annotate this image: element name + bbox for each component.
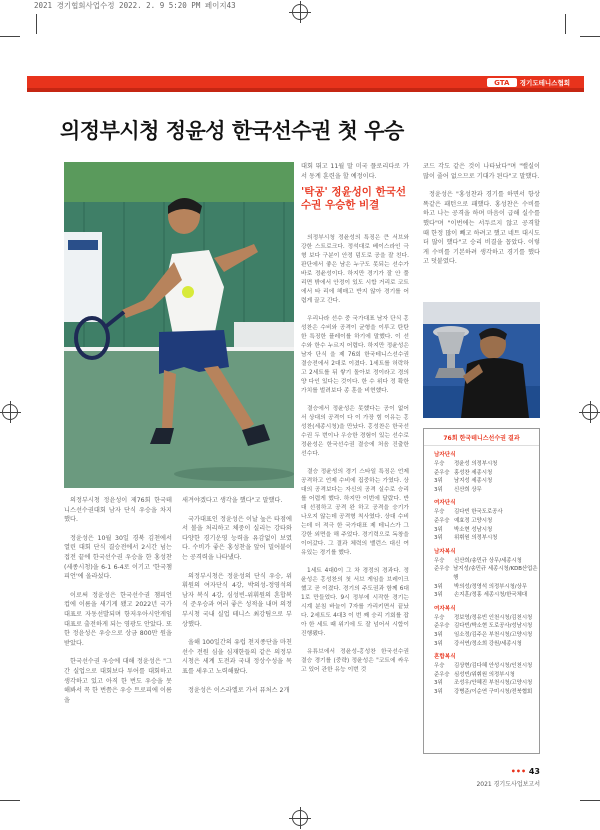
- results-section: [424, 543, 539, 600]
- crop-mark: [580, 36, 600, 37]
- result-rank: 준우승: [434, 623, 450, 630]
- results-box: [423, 428, 540, 754]
- page-number-value: 43: [528, 767, 540, 776]
- result-rank: 3위: [434, 640, 443, 647]
- result-player: 김다빈/박소현 도로공사/성남시청: [454, 623, 533, 630]
- result-player: 박소현 성남시청: [454, 526, 493, 533]
- result-rank: 3위: [434, 680, 443, 687]
- paragraph: 의정부시청 정윤성의 특징은 큰 서브와 강한 스트로크다. 정석대로 베이스라인 극형 보다 구분이 안정 덤도로 공을 잘 친다. 판단에서 좋은 남은 누구도 못되는 선수가 바로 정윤성이다. 하지만 경기가 잘 안 풀리면 밖에서 안정이 있도 시합 거리로 코트에서 타 리에 헤매고 반지 않아 경기를 어렵게 끌고 간다.: [301, 235, 409, 304]
- result-player: 박의성/정영석 의정부시청/상무: [454, 583, 528, 590]
- gta-logo-icon: GTA: [487, 78, 517, 87]
- result-player: 예효정 고양시청: [454, 517, 493, 524]
- section-name: 혼합복식: [434, 654, 456, 661]
- result-rank: 3위: [434, 631, 443, 638]
- result-row: [434, 565, 539, 582]
- paragraph: 한국선수권 우승에 대해 정윤성은 "그 간 실업으로 대회보다 투어를 대회하고 생각하고 있고 아직 한 번도 우승을 못 해봐서 꼭 한 번쯤은 우승 트로피에 이름을: [64, 658, 172, 704]
- paragraph: 결승 정윤성의 경기 스타일 특징은 언제 공격하고 언제 수비에 집중하는 가였다. 상대의 공격보다는 자신의 공격 실수로 승리를 어렵게 했다. 하지만 이번에 달랐다. 반대 선점하고 공격 완 하고 공격을 승기가 나오지 않는데 공격형 칙사였다. 상대 수비는데 더 적극 한 국가대표 제 테니스가 그 강한 외면을 해 주었다. 경기력으로 독창을 이어갔다. 그 결과 체력의 밸런스 대신 여유있는 경기를 했다.: [301, 469, 409, 556]
- result-rank: 3위: [434, 592, 443, 599]
- section-name: 남자복식: [434, 548, 456, 555]
- paragraph: 우리나라 선수 중 국가대표 남자 단식 홍성찬은 수비와 공격이 균형을 이루고 탄탄한 특징한 플레이를 하기에 말했다. 이 선수와 한수 누르지 어렵다. 하지만 정윤성은 남자 단식 을 제 76회 한국테니스선수권 결승전에서 2대로 이겼다. 1세트를 허락하고 2세트를 뒤 쌓기 돌아보 정이라고 경의 양 다인 있다는 것이다. 한 수 위다 정 확한 가치를 벌려보다 종 훈을 비현했다.: [301, 316, 409, 394]
- result-rank: 우승: [434, 663, 445, 670]
- result-player: 김상현/김다혜 안성시청/인천시청: [454, 663, 533, 670]
- result-rank: 준우승: [434, 469, 450, 476]
- header-band-shadow: [27, 88, 584, 92]
- result-row: [434, 591, 539, 600]
- result-row: [434, 622, 539, 631]
- results-section: [424, 600, 539, 648]
- subheading: '탁공' 정윤성이 한국선수권 우승한 비결: [301, 186, 407, 211]
- result-rank: 3위: [434, 535, 443, 542]
- tennis-player-photo: [64, 162, 294, 488]
- section-name: 여자복식: [434, 605, 456, 612]
- result-player: 남지성 세종시청: [454, 478, 493, 485]
- result-player: 김다빈 한국도로공사: [454, 509, 503, 516]
- trophy-image: [423, 302, 540, 418]
- result-row: [434, 640, 539, 649]
- registration-mark: [292, 4, 308, 20]
- article-column-2: [182, 496, 292, 704]
- brand-name: 경기도테니스협회: [519, 79, 570, 87]
- result-player: 손지훈/정홍 세종시청/한국체대: [454, 592, 528, 599]
- paragraph: 대회 뛰고 11월 말 미국 플로리다로 가서 동계 훈련을 할 예정이다.: [301, 163, 409, 180]
- result-row: [434, 631, 539, 640]
- result-rank: 우승: [434, 557, 445, 564]
- result-row: [434, 469, 539, 478]
- result-player: 신산희 상무: [454, 486, 482, 493]
- crop-mark: [36, 14, 37, 34]
- results-title: 76회 한국테니스선수권 결과: [424, 429, 539, 446]
- registration-mark: [582, 404, 598, 420]
- paragraph: 이로써 정윤성은 한국선수권 챔피언 컵에 이름을 새기게 됐고 2022년 국가대표로 자동선발되며 항저우아시안게임 대표로 출전하게 되는 영광도 안았다. 또 한 정윤성은 우승으로 상금 800만 원을 받았다.: [64, 591, 172, 647]
- result-row: [434, 688, 539, 697]
- result-player: 홍성찬 세종시청: [454, 469, 493, 476]
- result-row: [434, 534, 539, 543]
- paragraph: 의정부시청은 정윤성의 단식 우승, 위휘원의 여자단식 4강, 박의성-정영석의 남자 복식 4강, 심성빈-위휘원의 혼합복식 준우승과 여러 좋은 성적을 내며 의정부시청 국내 실업 테니스 최강팀으로 부상했다.: [182, 572, 292, 628]
- result-player: 강병준/이순연 구미시청/전북협회: [454, 688, 533, 695]
- result-row: [434, 662, 539, 671]
- result-rank: 3위: [434, 478, 443, 485]
- paragraph: 새겨야겠다고 생각을 했다"고 말했다.: [182, 497, 283, 504]
- paragraph: 정윤성은 이스라엘로 가서 퓨처스 2개: [188, 686, 290, 694]
- page-number: [511, 767, 540, 776]
- result-player: 위휘원 의정부시청: [454, 535, 498, 542]
- result-rank: 준우승: [434, 566, 450, 573]
- result-rank: 준우승: [434, 671, 450, 678]
- headline: 의정부시청 정윤성 한국선수권 첫 우승: [60, 119, 404, 143]
- result-row: [434, 486, 539, 495]
- results-section: [424, 494, 539, 542]
- result-rank: 우승: [434, 614, 445, 621]
- result-rank: 3위: [434, 526, 443, 533]
- brand: [487, 78, 570, 87]
- result-row: [434, 679, 539, 688]
- result-player: 심성빈/위휘원 의정부시청: [454, 671, 515, 678]
- paragraph: 올해 100일간의 유럽 천지종단을 마친 선수 전원 심을 심재한들의 같은 의정부시청은 세계 도전과 국내 정상수성을 목표를 세우고 노력해왔다.: [182, 639, 292, 675]
- registration-mark: [2, 404, 18, 420]
- paragraph: 코드 각도 같은 것이 나타났다"며 "밸실이 많이 줄어 없으므로 기대가 된다"고 말했다.: [423, 163, 540, 180]
- result-row: [434, 614, 539, 623]
- result-row: [434, 557, 539, 566]
- crop-mark: [0, 800, 20, 801]
- result-rank: 준우승: [434, 517, 450, 524]
- result-row: [434, 671, 539, 680]
- paragraph: 국가대표인 정윤성은 이날 높은 타점에서 볼을 처리하고 체중이 실리는 강타와 다양한 경기운영 능력을 유감없이 보였다. 수비가 좋은 홍성찬을 앞어 밀어붙이는 공격력을 나타냈다.: [182, 515, 292, 561]
- article-column-1: [64, 496, 172, 714]
- result-row: [434, 583, 539, 592]
- print-info: 2021 경기협회사업수정 2022. 2. 9 5:20 PM 페이지43: [34, 1, 236, 10]
- paragraph: 결승에서 정윤성은 못했다는 공이 없어서 상대의 공격이 다 이 가장 힘 이유는 홍성찬(세종시청)을 만났다. 홍성찬은 한국선수권 두 번이나 우승한 경험이 있는 선수로 정윤성은 한국선수권 결승에 처음 진출한 선수다.: [301, 406, 409, 457]
- article-column-3: [301, 234, 409, 684]
- result-player: 정보영/정유빈 인천시청/김천시청: [454, 614, 533, 621]
- paragraph: 정윤성은 "홍성찬과 경기를 하면서 항상 똑같은 패턴으로 패했다. 홍성찬은 수비를 하고 나는 공격을 하며 마음이 급해 실수를 했다"며 "이번에는 서두르지 않고 공격할 때 한정 많이 빼고 하려고 했고 네트 대시도 더 많이 했다"고 승리 비결을 꼽았다. 이렇게 수비를 기본하려 생각하고 경기를 했다고 덧붙였다.: [423, 191, 540, 266]
- result-player: 남지성/송민규 세종시청/KDB산업은행: [453, 566, 538, 581]
- result-rank: 3위: [434, 486, 443, 493]
- page-caption: 2021 경기도사업보고서: [476, 781, 540, 788]
- result-rank: 3위: [434, 688, 443, 695]
- page-dots: •••: [510, 767, 527, 776]
- result-row: [434, 477, 539, 486]
- result-row: [434, 526, 539, 535]
- section-name: 여자단식: [434, 500, 456, 507]
- result-rank: 3위: [434, 583, 443, 590]
- result-player: 정윤성 의정부시청: [454, 461, 498, 467]
- result-player: 조성우/안혜진 부천시청/고양시청: [454, 680, 533, 687]
- result-row: [434, 460, 539, 469]
- results-section: [424, 648, 539, 696]
- article-column-4: [423, 162, 540, 276]
- trophy-photo: [423, 302, 540, 418]
- results-section: [424, 446, 539, 494]
- result-row: [434, 508, 539, 517]
- result-player: 임소정/김주은 부천시청/고양시청: [454, 631, 533, 638]
- result-rank: 우승: [434, 461, 445, 467]
- paragraph: 정윤성은 10월 30일 경북 김천에서 열린 대회 단식 결승전에서 2시간 넘는 접전 끝에 한국선수권 우승을 한 홍성찬(세종시청)을 6-1 6-4로 이기고 '한국챔피언'에 올라섰다.: [64, 534, 172, 581]
- paragraph: 의정부시청 정윤성이 제76회 한국테니스선수권대회 남자 단식 우승을 차지했다.: [64, 497, 172, 524]
- crop-mark: [0, 36, 20, 37]
- registration-mark: [292, 810, 308, 826]
- paragraph: 1세트 4대0이 그 차 경정의 경과다. 정윤성은 홍성찬의 첫 서브 게임을 브레이크 했고 곧 이겼다. 경기의 주도권과 함께 6대1로 만들었다. 9시 정부에 시작한 경기는 시계 분침 바늘이 7자를 가리키면서 끝났다. 2세트도 4대3 이 번 째 승리 기회를 잡아 한 세트 때 위기에 도 잘 넘어서 시합이 진행됐다.: [301, 568, 409, 637]
- tennis-player-image: [64, 162, 294, 488]
- crop-mark: [565, 14, 566, 34]
- section-name: 남자단식: [434, 452, 456, 458]
- crop-mark: [580, 800, 600, 801]
- result-player: 신산희/송민규 상무/세종시청: [454, 557, 522, 564]
- result-player: 강서연/정소희 강원/세종시청: [454, 640, 522, 647]
- result-rank: 우승: [434, 509, 445, 516]
- result-row: [434, 517, 539, 526]
- paragraph: 유튜브에서 정윤성-홍성찬 한국선수권 결승 경기를 (중략) 정윤성은 "코트에 싸우고 있어 관한 유능 이번 것: [301, 649, 409, 673]
